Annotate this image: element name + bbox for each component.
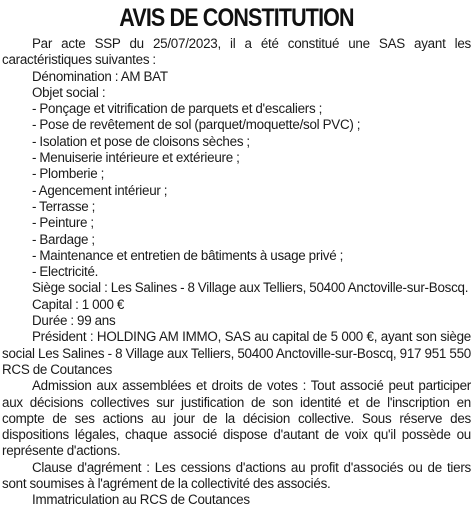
list-item: - Maintenance et entretien de bâtiments à usage privé ; [32, 247, 344, 263]
siege-line: Siège social : Les Salines - 8 Village aux Telliers, 50400 Anctoville-sur-Boscq. [32, 280, 469, 296]
admission-paragraph: Admission aux assemblées et droits de votes : Tout associé peut participer aux décisions collectives sur justification de son identité et de l'inscription en compte de ses actions au jour de la décision collective. Sous réserve des dispositions légales, chaque associé dispose d'autant de voix qu'il possède ou représente d'actions. [2, 378, 471, 459]
list-item: - Isolation et pose de cloisons sèches ; [32, 133, 250, 149]
denomination-line: Dénomination : AM BAT [32, 68, 168, 84]
list-item: - Peinture ; [32, 215, 94, 231]
list-item: - Terrasse ; [32, 198, 96, 214]
list-item: - Agencement intérieur ; [32, 182, 168, 198]
list-item: - Pose de revêtement de sol (parquet/moquette/sol PVC) ; [32, 117, 361, 133]
list-item: - Ponçage et vitrification de parquets et d'escaliers ; [32, 101, 323, 117]
notice-body [2, 36, 471, 509]
notice-title: AVIS DE CONSTITUTION [119, 4, 354, 32]
objet-list [2, 101, 471, 280]
capital-line: Capital : 1 000 € [32, 296, 125, 312]
president-paragraph: Président : HOLDING AM IMMO, SAS au capital de 5 000 €, ayant son siège social Les Salines - 8 Village aux Telliers, 50400 Anctoville-sur-Boscq, 917 951 550 RCS de Coutances [2, 329, 471, 377]
list-item: - Bardage ; [32, 231, 95, 247]
immatriculation-line: Immatriculation au RCS de Coutances [32, 492, 250, 508]
list-item: - Plomberie ; [32, 166, 105, 182]
list-item: - Electricité. [32, 264, 99, 280]
objet-label: Objet social : [32, 84, 106, 100]
list-item: - Menuiserie intérieure et extérieure ; [32, 150, 240, 166]
duree-line: Durée : 99 ans [32, 313, 116, 329]
intro-paragraph: Par acte SSP du 25/07/2023, il a été constitué une SAS ayant les caractéristiques suivantes : [2, 36, 471, 68]
agrement-paragraph: Clause d'agrément : Les cessions d'actions au profit d'associés ou de tiers sont soumises à l'agrément de la collectivité des associés. [2, 459, 471, 492]
